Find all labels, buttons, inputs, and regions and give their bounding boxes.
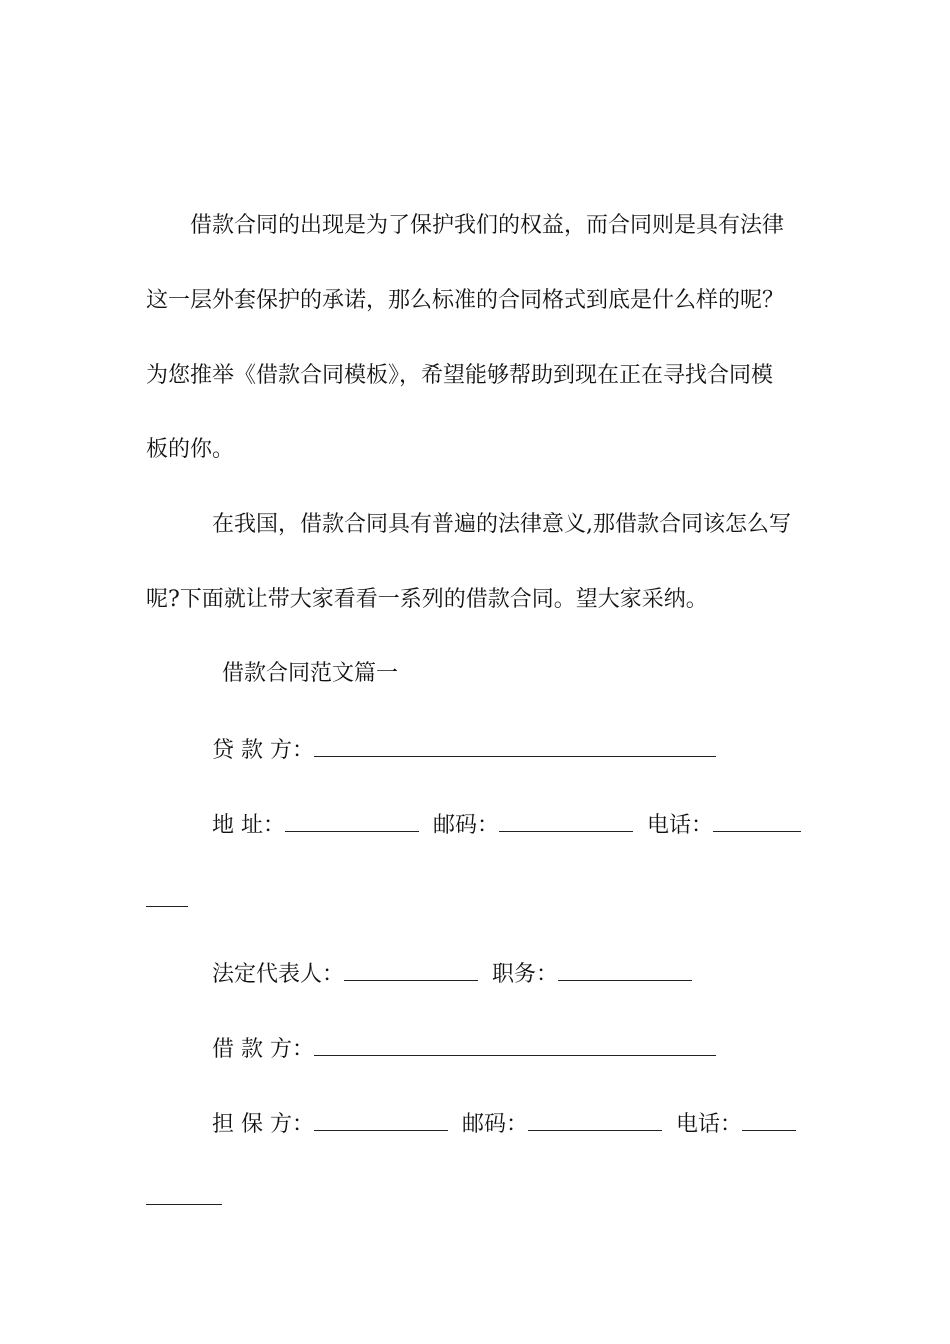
phone-blank[interactable] <box>713 809 801 832</box>
legal-rep-row <box>212 958 692 990</box>
guarantor-blank[interactable] <box>314 1108 448 1131</box>
position-blank[interactable] <box>558 958 692 981</box>
phone-blank-2-continuation[interactable] <box>146 1203 222 1205</box>
legal-rep-label: 法定代表人： <box>212 962 345 987</box>
intro-paragraph-1-line-3: 为您推举《借款合同模板》，希望能够帮助到现在正在寻找合同模 <box>146 363 774 388</box>
intro-paragraph-1-line-1: 借款合同的出现是为了保护我们的权益，而合同则是具有法律 <box>190 213 785 238</box>
address-blank[interactable] <box>285 809 419 832</box>
intro-paragraph-1-line-2: 这一层外套保护的承诺，那么标准的合同格式到底是什么样的呢？ <box>146 288 785 313</box>
postcode-label: 邮码： <box>433 813 500 838</box>
intro-paragraph-1-line-4: 板的你。 <box>146 437 235 462</box>
phone-label: 电话： <box>647 813 714 838</box>
position-label: 职务： <box>492 962 559 987</box>
phone-blank-2[interactable] <box>742 1108 796 1131</box>
intro-paragraph-2-line-2: 呢?下面就让带大家看看一系列的借款合同。望大家采纳。 <box>146 587 708 612</box>
borrower-blank[interactable] <box>314 1033 716 1056</box>
address-label: 地 址： <box>212 813 285 838</box>
guarantor-label: 担 保 方： <box>212 1112 314 1137</box>
lender-row <box>212 734 716 766</box>
address-row <box>212 809 801 841</box>
lender-label: 贷 款 方： <box>212 738 314 763</box>
borrower-row <box>212 1033 716 1065</box>
phone-blank-continuation[interactable] <box>146 905 188 907</box>
intro-paragraph-2-line-1: 在我国，借款合同具有普遍的法律意义,那借款合同该怎么写 <box>212 512 791 537</box>
postcode-blank-2[interactable] <box>528 1108 662 1131</box>
legal-rep-blank[interactable] <box>344 958 478 981</box>
guarantor-row <box>212 1108 796 1140</box>
section-title: 借款合同范文篇一 <box>222 661 399 686</box>
phone-label-2: 电话： <box>676 1112 743 1137</box>
postcode-blank[interactable] <box>499 809 633 832</box>
postcode-label-2: 邮码： <box>462 1112 529 1137</box>
lender-blank[interactable] <box>314 734 716 757</box>
borrower-label: 借 款 方： <box>212 1037 314 1062</box>
